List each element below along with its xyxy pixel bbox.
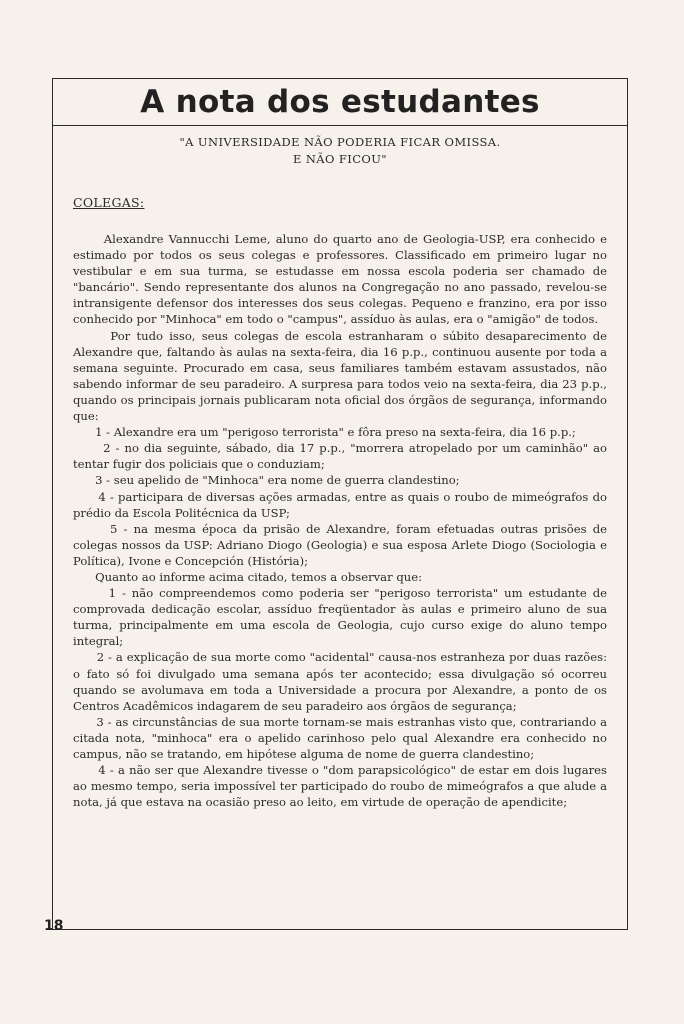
- salutation: COLEGAS:: [73, 195, 145, 210]
- paragraph: Quanto ao informe acima citado, temos a observar que:: [73, 569, 422, 584]
- paragraph: 1 - não compreendemos como poderia ser "perigoso terrorista" um estudante de comprovada dedicação escolar, assíduo freqüentador às aulas e primeiro aluno de sua turma, principalmente em uma escola de Geologia, cujo curso exige do aluno tempo integral;: [73, 586, 611, 649]
- paragraph: 2 - no dia seguinte, sábado, dia 17 p.p., "morrera atropelado por um caminhão" ao tentar fugir dos policiais que o conduziam;: [73, 441, 611, 472]
- paragraph: 2 - a explicação de sua morte como "acidental" causa-nos estranheza por duas razões: o fato só foi divulgado uma semana após ter acontecido; essa divulgação só ocorreu quando se avolumava em toda a Universidade a procura por Alexandre, a ponto de os Centros Acadêmicos indagarem de seu paradeiro aos órgãos de segurança;: [73, 650, 611, 713]
- paragraph: 4 - participara de diversas ações armadas, entre as quais o roubo de mimeógrafos do prédio da Escola Politécnica da USP;: [73, 489, 611, 520]
- paragraph: 3 - as circunstâncias de sua morte tornam-se mais estranhas visto que, contrariando a citada nota, "minhoca" era o apelido carinhoso pelo qual Alexandre era conhecido no campus, não se tratando, em hipótese alguma de nome de guerra clandestino;: [73, 714, 611, 761]
- title-bar: [53, 79, 627, 126]
- subtitle-line-1: "A UNIVERSIDADE NÃO PODERIA FICAR OMISSA.: [179, 135, 501, 149]
- paragraph: Por tudo isso, seus colegas de escola estranharam o súbito desaparecimento de Alexandre que, faltando às aulas na sexta-feira, dia 16 p.p., continuou ausente por toda a semana seguinte. Procurado em casa, seus familiares também estavam assustados, não sabendo informar de seu paradeiro. A surpresa para todos veio na sexta-feira, dia 23 p.p., quando os principais jornais publicaram nota oficial dos órgãos de segurança, informando que:: [73, 328, 611, 424]
- article-subtitle: [53, 134, 627, 168]
- paragraph: 1 - Alexandre era um "perigoso terrorista" e fôra preso na sexta-feira, dia 16 p.p.;: [73, 425, 576, 440]
- page-number: 18: [44, 918, 64, 934]
- paragraph: 3 - seu apelido de "Minhoca" era nome de guerra clandestino;: [73, 473, 460, 488]
- paragraph: Alexandre Vannucchi Leme, aluno do quarto ano de Geologia-USP, era conhecido e estimado por todos os seus colegas e professores. Classificado em primeiro lugar no vestibular e em sua turma, se estudasse em nossa escola poderia ser chamado de "bancário". Sendo representante dos alunos na Congregação no ano passado, revelou-se intransigente defensor dos interesses dos seus colegas. Pequeno e franzino, era por isso conhecido por "Minhoca" em todo o "campus", assíduo às aulas, era o "amigão" de todos.: [73, 232, 611, 327]
- paragraph: 4 - a não ser que Alexandre tivesse o "dom parapsicológico" de estar em dois lugares ao mesmo tempo, seria impossível ter participado do roubo de mimeógrafos a que alude a nota, já que estava na ocasião preso ao leito, em virtude de operação de apendicite;: [73, 763, 611, 810]
- article-frame: [52, 78, 628, 930]
- subtitle-line-2: E NÃO FICOU": [292, 152, 388, 166]
- article-body: [73, 231, 611, 810]
- paragraph: 5 - na mesma época da prisão de Alexandre, foram efetuadas outras prisões de colegas nossos da USP: Adriano Diogo (Geologia) e sua esposa Arlete Diogo (Sociologia e Política), Ivone e Concepción (História);: [73, 521, 611, 568]
- article-title: A nota dos estudantes: [140, 84, 540, 120]
